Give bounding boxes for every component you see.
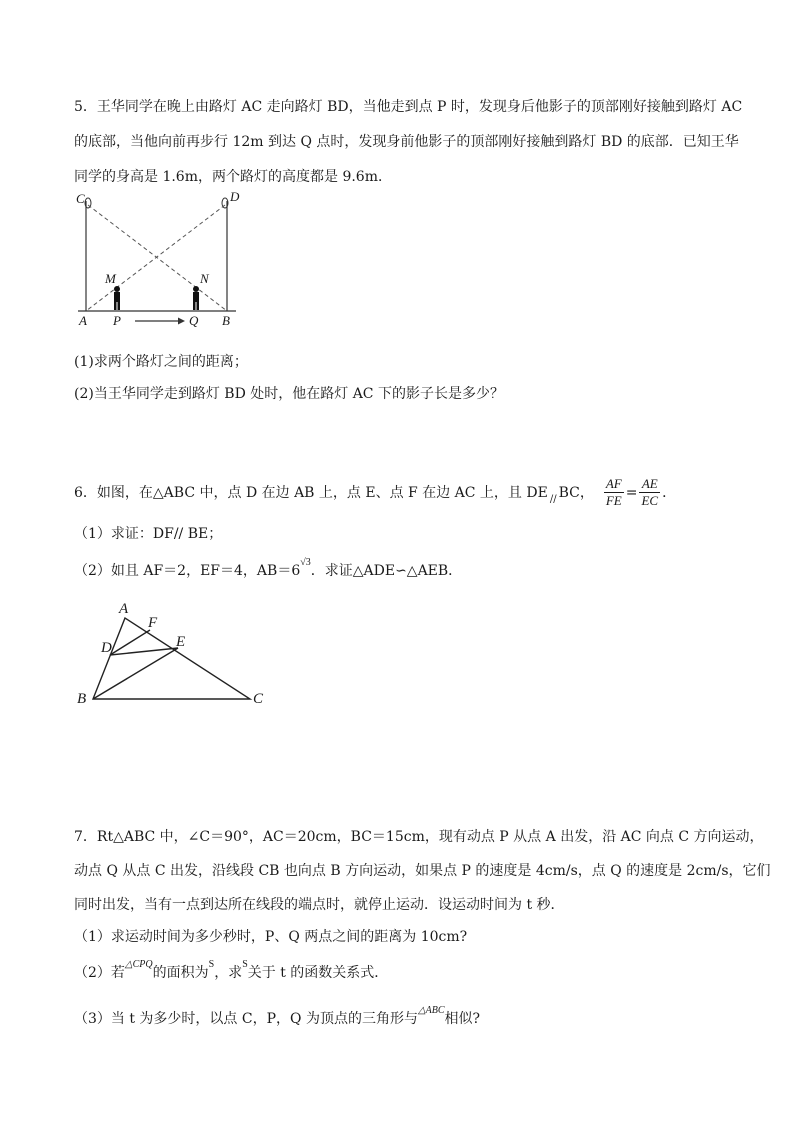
q5-label-n: N	[200, 271, 209, 286]
q6-sub2-a: （2）如且 AF＝2，EF＝4，AB＝6	[74, 563, 301, 579]
q6-frac1-den: FE	[605, 493, 622, 508]
q6-fraction-af-fe	[604, 476, 624, 509]
triangle-abc	[93, 618, 250, 699]
q6-line1-end: ．	[662, 484, 677, 501]
q5-label-a: A	[79, 313, 87, 328]
q7-sub2-s2: S	[242, 959, 248, 970]
q6-label-a: A	[119, 601, 129, 617]
q6-frac2-den: EC	[641, 493, 659, 508]
q6-label-b: B	[77, 691, 87, 707]
q6-sub1: （1）求证：DF// BE；	[74, 526, 223, 542]
ray-d-to-a	[86, 205, 225, 311]
q7-sub2-c: ，求	[214, 965, 243, 981]
q6-equals: =	[625, 484, 638, 501]
q7-sub3	[74, 1005, 481, 1030]
person-p-icon	[114, 286, 120, 310]
q5-sub1: (1)求两个路灯之间的距离；	[74, 354, 248, 370]
q5-label-d: D	[230, 189, 240, 204]
ray-c-to-b	[88, 205, 227, 311]
q7-sub3-a: （3）当 t 为多少时，以点 C，P，Q 为顶点的三角形与	[74, 1011, 418, 1027]
q5-label-q: Q	[189, 313, 199, 328]
q6-label-d: D	[101, 640, 112, 656]
q6-label-c: C	[253, 691, 264, 707]
q6-line1-a: 6．如图，在△ABC 中，点 D 在边 AB 上，点 E、点 F 在边 AC 上，且 DE	[74, 484, 548, 501]
q5-label-c: C	[76, 191, 85, 206]
q6-frac1-num: AF	[605, 476, 622, 491]
person-q-icon	[193, 286, 199, 310]
q5-line2: 的底部，当他向前再步行 12m 到达 Q 点时，发现身前他影子的顶部刚好接触到路灯 BD 的底部．已知王华	[74, 134, 739, 150]
q6-sub2-b: ．求证△ADE∽△AEB．	[310, 563, 463, 579]
q7-sub2-tri: △CPQ	[124, 959, 153, 970]
q7-sub1: （1）求运动时间为多少秒时，P、Q 两点之间的距离为 10cm?	[74, 929, 468, 945]
q7-sub2	[74, 959, 389, 984]
q6-label-f: F	[148, 615, 158, 631]
q5-line1: 5．王华同学在晚上由路灯 AC 走向路灯 BD，当他走到点 P 时，发现身后他影子的顶部刚好接触到路灯 AC	[74, 99, 743, 115]
q5-label-p: P	[113, 313, 121, 328]
q5-label-b: B	[222, 313, 230, 328]
q6-sqrt3: √3	[300, 557, 311, 568]
q6-parallel-symbol: //	[549, 493, 557, 505]
q6-frac2-num: AE	[639, 476, 660, 493]
q6-line1	[74, 476, 676, 509]
q7-sub2-s1: S	[208, 959, 215, 970]
q6-label-e: E	[176, 634, 186, 650]
q6-fraction-ae-ec	[639, 476, 660, 509]
q7-line3: 同时出发，当有一点到达所在线段的端点时，就停止运动．设运动时间为 t 秒．	[74, 897, 565, 913]
q7-line1: 7．Rt△ABC 中，∠C＝90°，AC＝20cm，BC＝15cm，现有动点 P 从点 A 出发，沿 AC 向点 C 方向运动，	[74, 829, 764, 845]
arrow-head-icon	[178, 318, 185, 325]
q5-line3: 同学的身高是 1.6m，两个路灯的高度都是 9.6m．	[74, 169, 392, 185]
q7-sub3-b: 相似?	[444, 1011, 481, 1027]
q6-sub2	[74, 557, 463, 582]
q7-sub2-b: 的面积为	[152, 965, 209, 981]
q5-sub2: (2)当王华同学走到路灯 BD 处时，他在路灯 AC 下的影子长是多少？	[74, 386, 504, 402]
q7-line2: 动点 Q 从点 C 出发，沿线段 CB 也向点 B 方向运动，如果点 P 的速度是 4cm/s，点 Q 的速度是 2cm/s，它们	[74, 863, 771, 879]
q5-label-m: M	[105, 271, 116, 286]
q7-sub2-a: （2）若	[74, 965, 125, 981]
q7-sub3-tri: △ABC	[417, 1005, 445, 1016]
q7-sub2-d: 关于 t 的函数关系式．	[247, 965, 389, 981]
q6-line1-b: BC，	[558, 484, 594, 501]
